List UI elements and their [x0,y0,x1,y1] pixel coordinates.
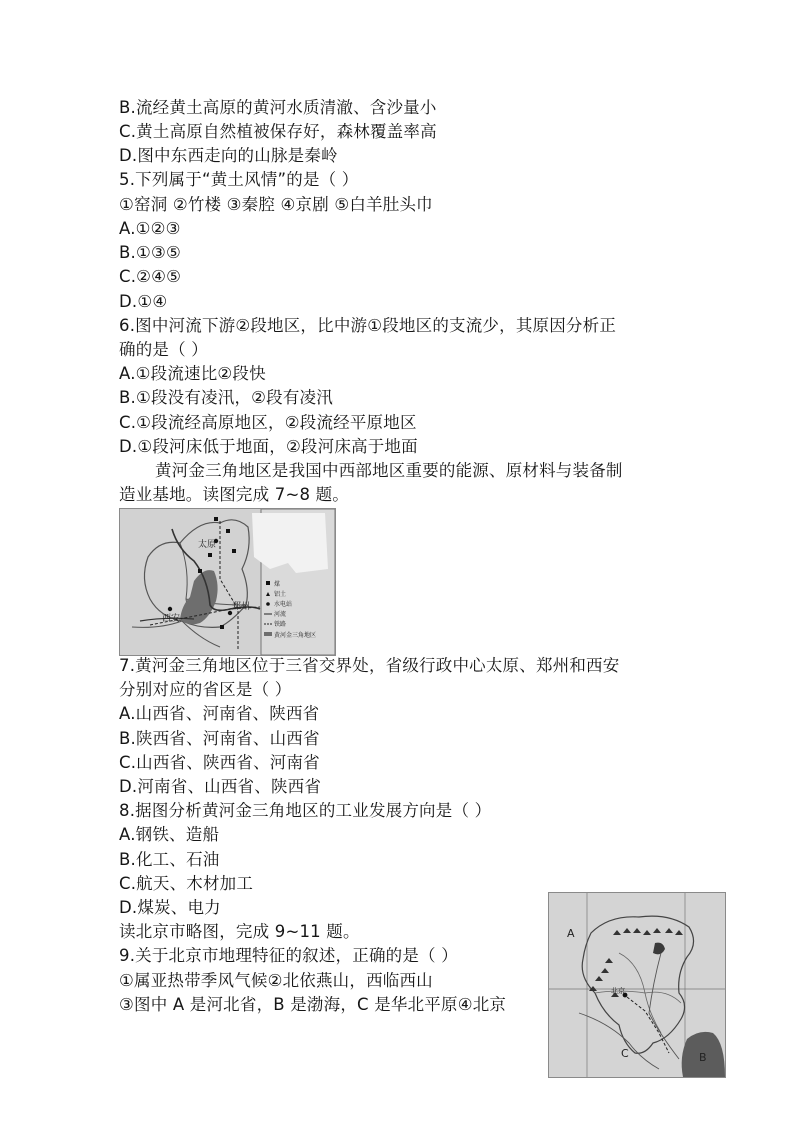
legend-label: 河流 [274,611,287,618]
coal-legend-icon [266,581,270,585]
question-9-stem: 9.关于北京市地理特征的叙述，正确的是（ ） [119,946,458,965]
option-a: A.山西省、河南省、陕西省 [119,704,320,723]
option-c: C.①段流经高原地区，②段流经平原地区 [119,413,417,432]
city-label-xian: 西安 [162,614,181,624]
option-d: D.①④ [119,292,168,311]
beijing-city-label: 北京 [611,987,625,995]
text-line: C.黄土高原自然植被保存好，森林覆盖率高 [119,122,437,141]
option-a: A.①段流速比②段快 [119,364,266,383]
option-b: B.①段没有凌汛，②段有凌汛 [119,388,333,407]
beijing-map [548,892,726,1078]
legend-label: 煤 [274,581,281,588]
yellow-river-triangle-map [119,508,336,656]
question-9-items: ③图中 A 是河北省，B 是渤海，C 是华北平原④北京 [119,995,507,1014]
legend-label: 黄河金三角地区 [274,632,317,639]
question-5-stem: 5.下列属于“黄土风情”的是（ ） [119,170,359,189]
option-d: D.①段河床低于地面，②段河床高于地面 [119,437,418,456]
option-a: A.钢铁、造船 [119,825,220,844]
option-d: D.煤炭、电力 [119,898,221,917]
option-c: C.②④⑤ [119,267,182,286]
question-7-stem: 7.黄河金三角地区位于三省交界处，省级行政中心太原、郑州和西安 [119,656,620,675]
question-6-stem-cont: 确的是（ ） [119,340,208,359]
option-a: A.①②③ [119,219,181,238]
question-9-items: ①属亚热带季风气候②北依燕山，西临西山 [119,971,433,990]
option-c: C.山西省、陕西省、河南省 [119,753,320,772]
option-b: B.①③⑤ [119,243,181,262]
option-c: C.航天、木材加工 [119,874,254,893]
question-8-stem: 8.据图分析黄河金三角地区的工业发展方向是（ ） [119,801,492,820]
passage-text: 读北京市略图，完成 9~11 题。 [119,922,360,941]
city-label-taiyuan: 太原 [198,540,217,550]
question-5-items: ①窑洞 ②竹楼 ③秦腔 ④京剧 ⑤白羊肚头巾 [119,195,433,214]
hydropower-legend-icon [266,602,270,606]
option-b: B.陕西省、河南省、山西省 [119,729,320,748]
question-7-stem-cont: 分别对应的省区是（ ） [119,680,292,699]
option-d: D.河南省、山西省、陕西省 [119,777,322,796]
triangle-area-legend-icon [264,632,272,636]
text-line: B.流经黄土高原的黄河水质清澈、含沙量小 [119,98,437,117]
city-label-zhengzhou: 郑州 [232,602,251,612]
legend-label: 铁路 [274,621,287,628]
legend-label: 铝土 [274,591,287,598]
passage-text: 造业基地。读图完成 7~8 题。 [119,485,350,504]
option-b: B.化工、石油 [119,850,220,869]
map-label-c: C [621,1047,629,1060]
map-label-b: B [699,1051,707,1064]
text-line: D.图中东西走向的山脉是秦岭 [119,146,338,165]
passage-text: 黄河金三角地区是我国中西部地区重要的能源、原材料与装备制 [155,461,623,480]
legend-label: 水电站 [274,601,293,608]
question-6-stem: 6.图中河流下游②段地区，比中游①段地区的支流少，其原因分析正 [119,316,617,335]
map-label-a: A [567,927,575,940]
